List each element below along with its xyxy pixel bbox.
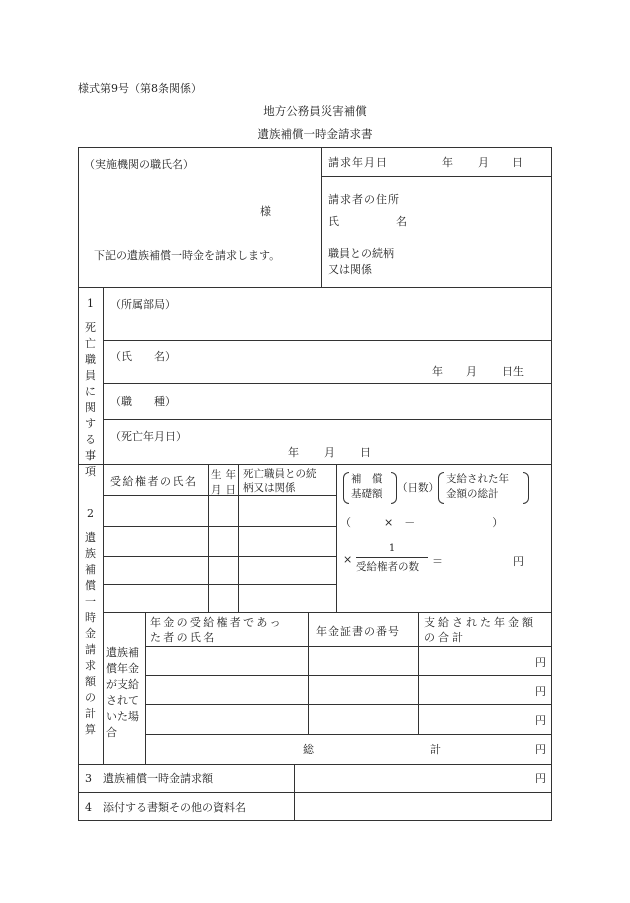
pension-row-2-yen: 円 <box>535 685 546 698</box>
col-pension-cert-no: 年金証書の番号 <box>316 625 400 638</box>
death-date-label: （死亡年月日） <box>110 430 187 443</box>
col-birthdate: 生 年 月 日 <box>211 469 236 496</box>
col-pension-total: 支給された年金額 の合計 <box>424 616 536 644</box>
section3-label: 3 遺族補償一時金請求額 <box>85 772 213 785</box>
request-date-year[interactable]: 年 <box>442 156 453 169</box>
col-relation: 死亡職員との続 柄又は関係 <box>243 468 317 494</box>
relation-label-2: 又は関係 <box>328 263 372 276</box>
claimant-address-label: 請求者の住所 <box>328 193 400 206</box>
request-statement: 下記の遺族補償一時金を請求します。 <box>94 249 281 262</box>
form-title-line2: 遺族補償一時金請求書 <box>257 127 373 141</box>
section3-yen: 円 <box>535 772 546 785</box>
deceased-name-label: （氏 名） <box>110 350 176 363</box>
birth-year[interactable]: 年 <box>432 365 443 378</box>
claimant-name-label-1: 氏 <box>328 215 339 228</box>
form-title-line1: 地方公務員災害補償 <box>263 104 367 118</box>
col-pension-recipient: 年金の受給権者であっ た者の氏名 <box>150 616 283 644</box>
formula-numerator: 1 <box>388 543 396 554</box>
request-date-month[interactable]: 月 <box>478 156 489 169</box>
section1-side-label: 1 死 亡 職 員 に 関 す る 事 項 <box>85 297 96 478</box>
death-month[interactable]: 月 <box>324 446 335 459</box>
formula-equals: ＝ <box>432 555 443 568</box>
total-yen: 円 <box>535 743 546 756</box>
formula-yen: 円 <box>513 555 524 568</box>
birth-month[interactable]: 月 <box>466 365 477 378</box>
col-recipient-name: 受給権者の氏名 <box>110 475 198 488</box>
relation-label-1: 職員との続柄 <box>328 247 394 260</box>
formula-days: （日数） <box>397 482 439 494</box>
pension-row-3-yen: 円 <box>535 714 546 727</box>
death-year[interactable]: 年 <box>288 446 299 459</box>
request-date-day[interactable]: 日 <box>512 156 523 169</box>
pension-side-label: 遺族補 償年金 が支給 されて いた場 合 <box>106 646 139 739</box>
request-date-label: 請求年月日 <box>328 156 388 169</box>
birth-day[interactable]: 日生 <box>502 365 524 378</box>
death-day[interactable]: 日 <box>360 446 371 459</box>
agency-label: （実施機関の職氏名） <box>84 158 194 171</box>
section2-side-label: 2 遺 族 補 償 一 時 金 請 求 額 の 計 算 <box>85 507 96 736</box>
form-number: 様式第9号（第8条関係） <box>78 82 202 95</box>
formula-times: × <box>343 553 353 566</box>
formula-pension-total: 支給された年 金額の総計 <box>446 473 509 500</box>
total-label-2: 計 <box>430 743 441 756</box>
total-label-1: 総 <box>303 743 314 756</box>
post-label: （職 種） <box>110 395 176 408</box>
formula-base-amount: 補 償 基礎額 <box>351 473 383 500</box>
formula-expression: （ × － ） <box>340 516 504 529</box>
pension-row-1-yen: 円 <box>535 656 546 669</box>
sama-label: 様 <box>260 205 271 218</box>
section4-label: 4 添付する書類その他の資料名 <box>85 801 246 814</box>
claimant-name-label-2: 名 <box>396 215 407 228</box>
formula-denominator: 受給権者の数 <box>356 561 419 573</box>
dept-label: （所属部局） <box>110 298 176 311</box>
